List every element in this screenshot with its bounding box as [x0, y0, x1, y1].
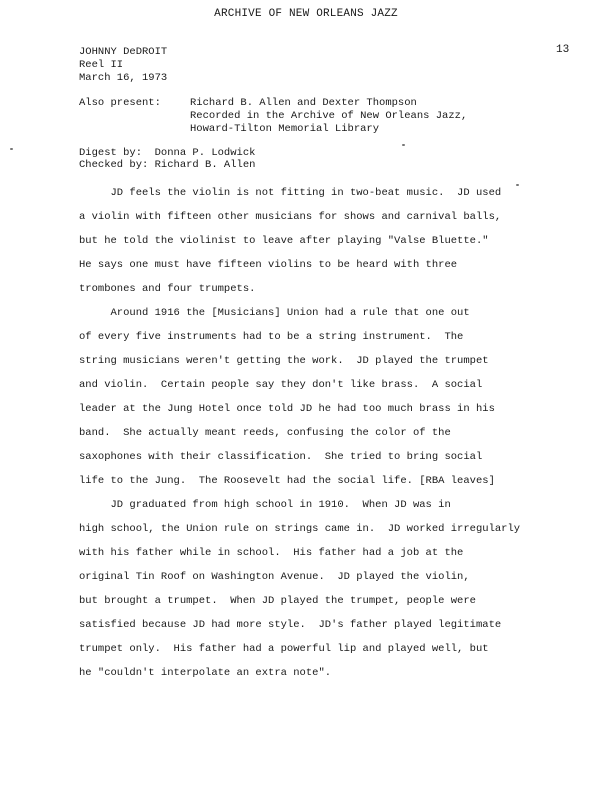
body-line: leader at the Jung Hotel once told JD he had too much brass in his: [79, 403, 495, 415]
body-line: saxophones with their classification. She tried to bring social: [79, 451, 483, 463]
also-present-line: Recorded in the Archive of New Orleans Jazz,: [190, 110, 468, 122]
body-line: with his father while in school. His father had a job at the: [79, 547, 464, 559]
digest-body: [79, 181, 599, 685]
body-line: band. She actually meant reeds, confusing the color of the: [79, 427, 451, 439]
body-line: original Tin Roof on Washington Avenue. JD played the violin,: [79, 571, 470, 583]
also-present-label: Also present:: [79, 97, 161, 109]
scan-speck: [10, 148, 13, 150]
body-line: life to the Jung. The Roosevelt had the social life. [RBA leaves]: [79, 475, 495, 487]
body-line: JD feels the violin is not fitting in two-beat music. JD used: [79, 187, 502, 199]
scan-speck: [402, 144, 405, 146]
body-line: trombones and four trumpets.: [79, 283, 256, 295]
interview-date: March 16, 1973: [79, 72, 168, 84]
body-line: Around 1916 the [Musicians] Union had a rule that one out: [79, 307, 470, 319]
also-present-line: Howard-Tilton Memorial Library: [190, 123, 380, 135]
body-line: satisfied because JD had more style. JD's father played legitimate: [79, 619, 502, 631]
page-number: 13: [556, 44, 570, 56]
also-present-list: [190, 97, 467, 136]
body-line: high school, the Union rule on strings came in. JD worked irregularly: [79, 523, 521, 535]
scan-speck: [516, 184, 519, 186]
body-line: string musicians weren't getting the work. JD played the trumpet: [79, 355, 489, 367]
body-line: of every five instruments had to be a string instrument. The: [79, 331, 464, 343]
body-line: trumpet only. His father had a powerful lip and played well, but: [79, 643, 489, 655]
interviewee-name: JOHNNY DeDROIT: [79, 46, 168, 58]
digest-credits: [79, 147, 255, 171]
body-line: and violin. Certain people say they don't like brass. A social: [79, 379, 483, 391]
body-line: He says one must have fifteen violins to be heard with three: [79, 259, 458, 271]
transcript-header: [79, 46, 167, 85]
body-line: JD graduated from high school in 1910. When JD was in: [79, 499, 451, 511]
body-line: a violin with fifteen other musicians for shows and carnival balls,: [79, 211, 502, 223]
digest-by: Digest by: Donna P. Lodwick: [79, 147, 256, 159]
body-line: but brought a trumpet. When JD played the trumpet, people were: [79, 595, 476, 607]
body-line: he "couldn't interpolate an extra note".: [79, 667, 332, 679]
archive-title: ARCHIVE OF NEW ORLEANS JAZZ: [214, 8, 398, 20]
checked-by: Checked by: Richard B. Allen: [79, 159, 256, 171]
reel-label: Reel II: [79, 59, 124, 71]
body-line: but he told the violinist to leave after playing "Valse Bluette.": [79, 235, 489, 247]
also-present-line: Richard B. Allen and Dexter Thompson: [190, 97, 417, 109]
